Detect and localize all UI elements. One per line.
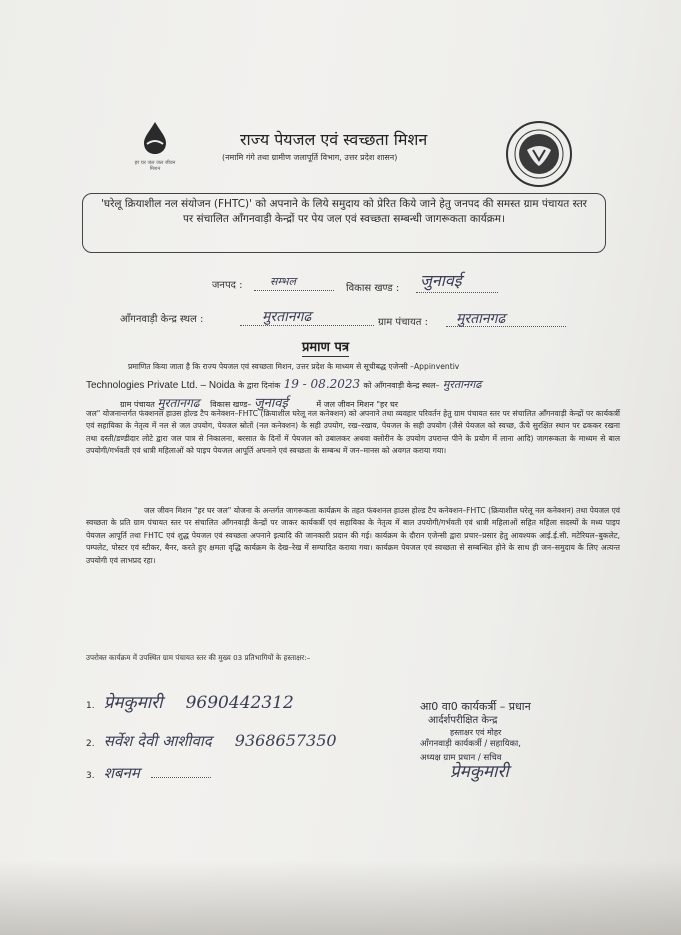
vikas-khand-value: जुनावई <box>420 271 462 290</box>
participant-name: सर्वेश देवी आशीवाद <box>103 732 212 750</box>
signature-line <box>151 777 211 778</box>
vk-hw-inline: जुनावई <box>253 396 288 411</box>
line2-tail: में जल जीवन मिशन "हर घर <box>316 400 399 409</box>
authority-line4: आँगनवाड़ी कार्यकर्त्री / सहायिका, <box>420 739 521 749</box>
mission-subtitle: (नमामि गंगे तथा ग्रामीण जलापूर्ति विभाग, उत्तर प्रदेश शासन) <box>222 153 398 162</box>
program-notice-box: 'घरेलू क्रियाशील नल संयोजन (FHTC)' को अपनाने के लिये समुदाय को प्रेरित किये जाने हेतु जनपद की समस्त ग्राम पंचायत स्तर पर संचालित आँगनवाड़ी केन्द्रों पर पेय जल एवं स्वच्छता सम्बन्धी जागरूकता कार्यक्रम। <box>82 193 606 253</box>
janpad-value: सम्भल <box>270 275 296 288</box>
janpad-label: जनपद : <box>212 280 243 291</box>
authority-line1: आ0 वा0 कार्यकर्त्री – प्रधान <box>420 700 531 713</box>
vikas-khand-line <box>416 292 498 293</box>
center-hw: मुरतानगढ <box>442 378 482 391</box>
anganwadi-label: आँगनवाड़ी केन्द्र स्थल : <box>120 314 204 325</box>
gram-panchayat-value: मुरतानगढ <box>456 311 506 327</box>
para2-body: जल जीवन मिशन "हर घर जल" योजना के अन्तर्गत जागरूकता कार्यक्रम के तहत फंक्शनल हाउस होल्ड टैप कनेक्शन–FHTC (क्रियाशील घरेलू नल कनेक्शन) तथा पेयजल एवं स्वच्छता के प्रति ग्राम पंचायत स्तर पर संचालित आँगनवाड़ी केन्द्रों पर जाकर कार्यकर्त्री एवं सहायिका के नेतृत्व में बाल उपयोगी/गर्भवती एवं धात्री महिलाओं सहित महिला सदस्यों के मध्य पाइप पेयजल आपूर्ति तथा FHTC एवं शुद्ध पेयजल एवं स्वच्छता अपनाने इत्यादि की जानकारी प्रदान की गई। कार्यक्रम के दौरान एजेन्सी द्वारा प्रचार–प्रसार हेतु आवश्यक आई.ई.सी. मटेरियल–बुकलेट, पम्पलेट, पोस्टर एवं स्टीकर, बैनर, करते हुए क्षमता वृद्धि कार्यक्रम के देख–रेख में सम्पादित कराया गया। कार्यक्रम पेयजल एवं स्वच्छता से सम्बन्धित होने के साथ ही जन–समुदाय के लिए अत्यन्त उपयोगी एवं लाभप्रद रहा। <box>86 506 620 565</box>
mission-title: राज्य पेयजल एवं स्वच्छता मिशन <box>240 130 428 149</box>
participant-name: प्रेमकुमारी <box>103 693 163 713</box>
program-date: 19 - 08.2023 <box>283 377 361 391</box>
authority-signature: प्रेमकुमारी <box>450 762 509 782</box>
janpad-line <box>254 290 334 291</box>
participant-row-2 <box>86 731 337 751</box>
participant-phone: 9690442312 <box>185 693 294 713</box>
participant-phone: 9368657350 <box>234 731 337 750</box>
participant-number: 2. <box>86 739 95 749</box>
by-date-text: के द्वारा दिनांक <box>238 381 281 390</box>
authority-line5: अध्यक्ष ग्राम प्रधान / सचिव <box>420 753 502 763</box>
water-drop-icon <box>132 120 178 156</box>
har-ghar-jal-logo <box>132 120 178 172</box>
para1-line2 <box>86 377 481 392</box>
vikas-khand-label: विकास खण्ड : <box>346 283 400 294</box>
agency-name: Technologies Private Ltd. – Noida <box>86 380 235 391</box>
authority-line2: आर्दर्शपरीक्षित केन्द्र <box>428 715 498 726</box>
gram-panchayat-label: ग्राम पंचायत : <box>378 317 429 328</box>
anganwadi-value: मुरतानगढ <box>262 309 312 325</box>
para1-body: जल" योजनान्तर्गत फंक्शनल हाउस होल्ड टैप कनेक्शन–FHTC (क्रियाशील घरेलू नल कनेक्शन) को अपनाने तथा व्यवहार परिवर्तन हेतु ग्राम पंचायत स्तर पर संचालित आँगनवाड़ी केन्द्रों पर कार्यकर्त्री एवं सहायिका के नेतृत्व में नल से जल उपयोग, पेयजल स्रोतों (नल कनेक्शन) के सही उपयोग, रख–रखाव, पेयजल के सही उपयोग (जैसे पेयजल को स्वच्छ, ऊँचे सुरक्षित स्थान पर ढककर रखना तथा दस्ती/डण्डीदार लोटे द्वारा जल पात्र से निकालना, बरसात के दिनों में पेयजल को उबालकर अथवा क्लोरीन के उपयोग उपरान्त पीने के प्रयोग में लाना आदि) जागरूकता के माध्यम से बाल उपयोगी/गर्भवती एवं धात्री महिलाओं को पाइप पेयजल आपूर्ति अपनाने एवं स्वच्छता के सम्बन्ध में जन–मानस को अवगत कराया गया। <box>86 409 620 456</box>
participant-number: 1. <box>86 701 95 711</box>
gp-label-inline: ग्राम पंचायत <box>120 400 155 409</box>
authority-line3: हस्ताक्षर एवं मोहर <box>450 728 502 737</box>
para1-line1: प्रमाणित किया जाता है कि राज्य पेयजल एवं स्वच्छता मिशन, उत्तर प्रदेश के माध्यम से सूचीबद्ध एजेन्सी –Appinventiv <box>128 362 460 371</box>
up-govt-seal <box>505 120 573 192</box>
participant-name: शबनम <box>103 764 140 782</box>
logo-caption: हर घर जल जल जीवन मिशन <box>134 160 176 172</box>
to-center-text: को आँगनवाड़ी केन्द्र स्थल– <box>363 381 440 390</box>
participant-row-1 <box>86 690 294 713</box>
vk-label-inline: विकास खण्ड– <box>210 400 252 409</box>
bottom-shadow <box>0 860 681 935</box>
gp-hw-inline: मुरतानगढ <box>157 396 200 410</box>
participant-row-3 <box>86 763 211 783</box>
participants-note: उपरोक्त कार्यक्रम में उपस्थित ग्राम पंचायत स्तर की मुख्य 03 प्रतिभागियों के हस्ताक्षर:– <box>86 653 311 662</box>
certificate-title: प्रमाण पत्र <box>302 337 349 357</box>
authority-stamp <box>420 700 531 782</box>
emblem-seal-icon <box>505 120 573 188</box>
participant-number: 3. <box>86 771 95 781</box>
